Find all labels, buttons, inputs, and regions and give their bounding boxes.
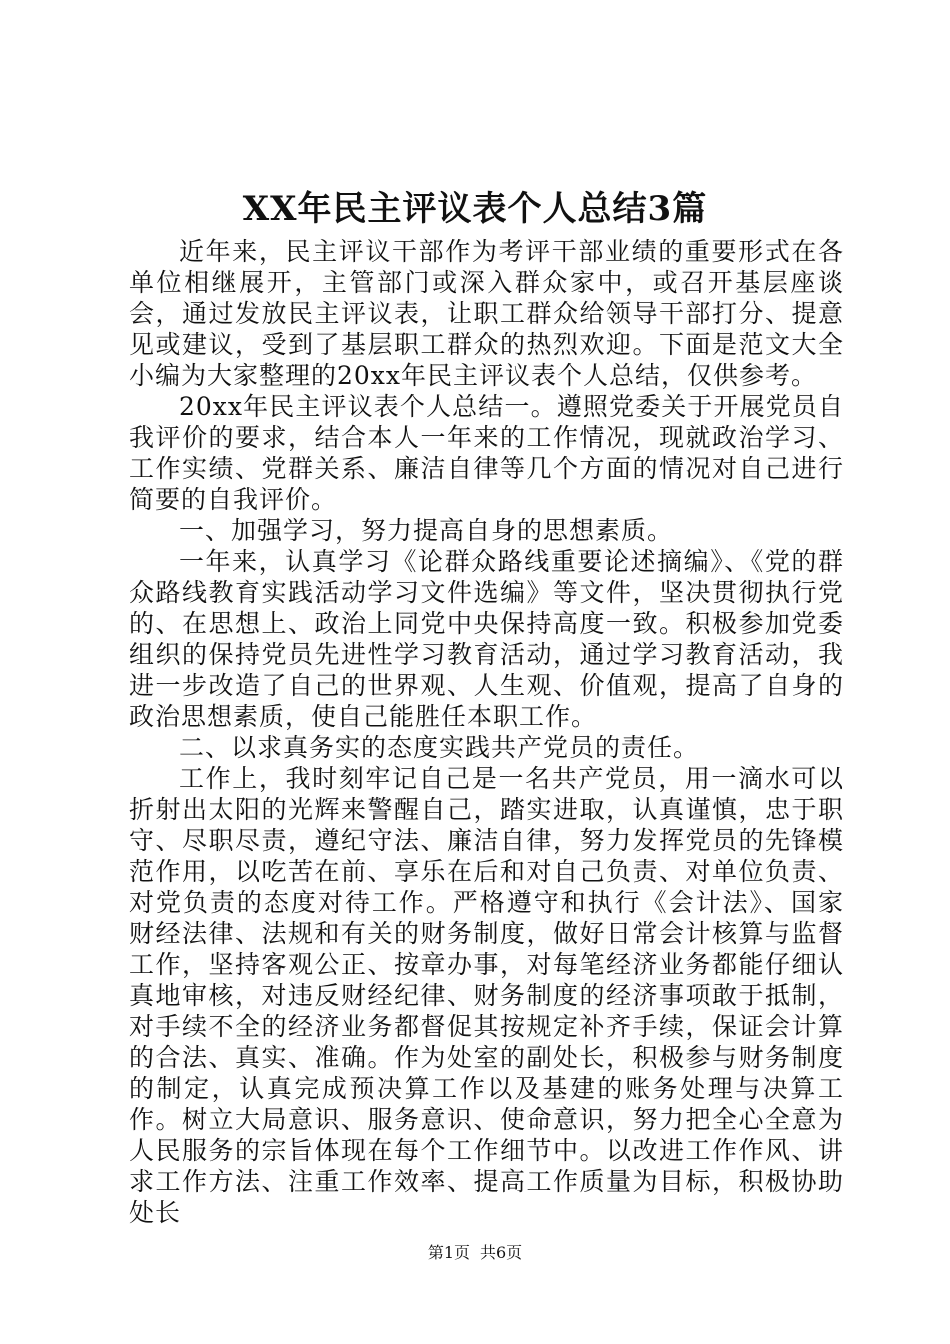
paragraph-summary-one: 20xx年民主评议表个人总结一。遵照党委关于开展党员自我评价的要求，结合本人一年来的工作情况，现就政治学习、工作实绩、党群关系、廉洁自律等几个方面的情况对自己进行简要的自我评价。: [129, 392, 844, 514]
page-number: 第1页: [427, 1243, 470, 1262]
paragraph-study: 一年来，认真学习《论群众路线重要论述摘编》、《党的群众路线教育实践活动学习文件选编》等文件，坚决贯彻执行党的、在思想上、政治上同党中央保持高度一致。积极参加党委组织的保持党员先进性学习教育活动，通过学习教育活动，我进一步改造了自己的世界观、人生观、价值观，提高了自身的政治思想素质，使自己能胜任本职工作。: [129, 547, 844, 731]
page-total: 共6页: [480, 1243, 523, 1262]
paragraph-work: 工作上，我时刻牢记自己是一名共产党员，用一滴水可以折射出太阳的光辉来警醒自己，踏实进取，认真谨慎，忠于职守、尽职尽责，遵纪守法、廉洁自律，努力发挥党员的先锋模范作用，以吃苦在前、享乐在后和对自己负责、对单位负责、对党负责的态度对待工作。严格遵守和执行《会计法》、国家财经法律、法规和有关的财务制度，做好日常会计核算与监督工作，坚持客观公正、按章办事，对每笔经济业务都能仔细认真地审核，对违反财经纪律、财务制度的经济事项敢于抵制，对手续不全的经济业务都督促其按规定补齐手续，保证会计算的合法、真实、准确。作为处室的副处长，积极参与财务制度的制定，认真完成预决算工作以及基建的账务处理与决算工作。树立大局意识、服务意识、使命意识，努力把全心全意为人民服务的宗旨体现在每个工作细节中。以改进工作作风、讲求工作方法、注重工作效率、提高工作质量为目标，积极协助处长: [129, 764, 844, 1227]
paragraph-intro: 近年来，民主评议干部作为考评干部业绩的重要形式在各单位相继展开，主管部门或深入群众家中，或召开基层座谈会，通过发放民主评议表，让职工群众给领导干部打分、提意见或建议，受到了基层职工群众的热烈欢迎。下面是范文大全小编为大家整理的20xx年民主评议表个人总结，仅供参考。: [129, 237, 844, 390]
page-footer: [0, 1242, 950, 1264]
section-heading-study: 一、加强学习，努力提高自身的思想素质。: [179, 516, 674, 545]
section-heading-responsibility: 二、以求真务实的态度实践共产党员的责任。: [179, 733, 700, 762]
document-title: XX年民主评议表个人总结3篇: [242, 189, 708, 229]
document-body: [129, 236, 844, 1228]
